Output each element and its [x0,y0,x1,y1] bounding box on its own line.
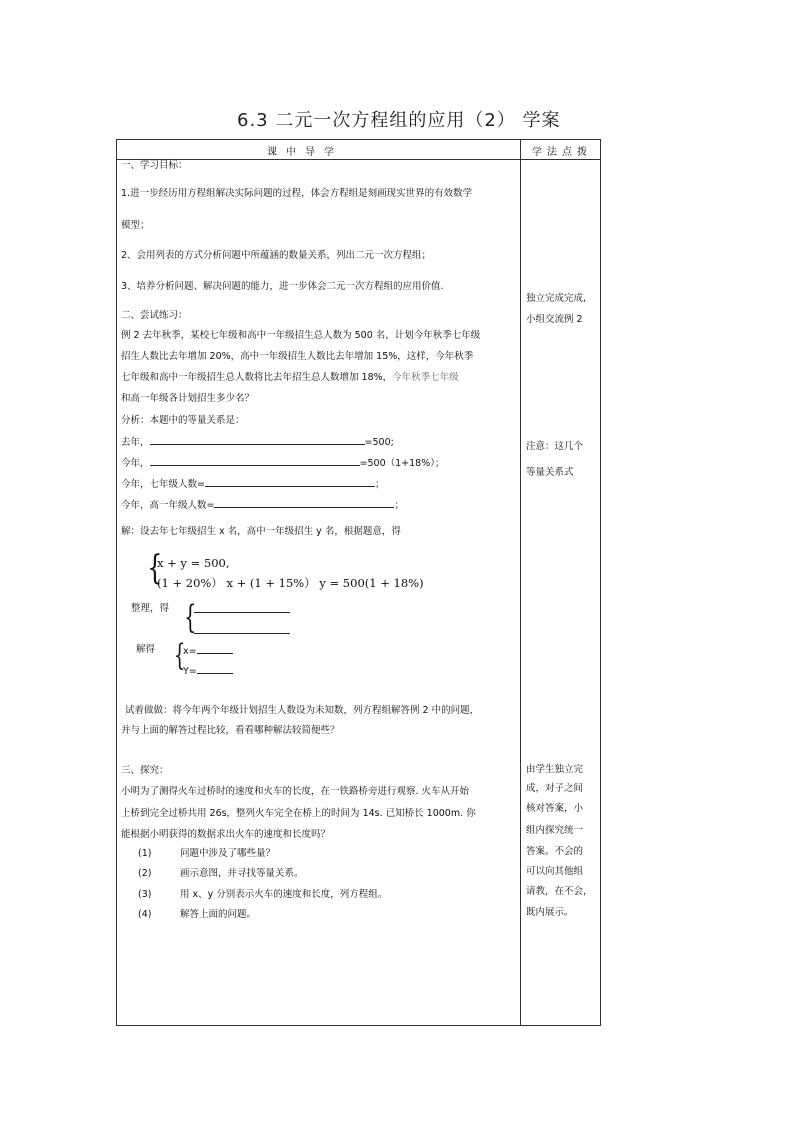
grade10-blank[interactable] [214,498,394,508]
last-year-blank[interactable] [150,435,365,445]
this-year-blank[interactable] [150,456,360,466]
question-1-number: (1) [138,848,152,859]
side-note-1a: 独立完成完成, [526,293,587,304]
side-column-header: 学法点拨 [532,147,592,158]
y-label: Y= [183,666,197,677]
system-brace: { [147,548,163,588]
side-note-1b: 小组交流例 2 [526,314,583,325]
side-note-3e: 答案。不会的 [526,846,584,857]
example-line-3 [121,372,459,384]
question-3: 用 x、y 分别表示火车的速度和长度，列方程组。 [180,889,388,900]
y-blank[interactable] [197,664,233,674]
section2-heading: 二、尝试练习： [121,310,188,321]
grade7-line [121,477,384,491]
organize-blank-2[interactable] [194,624,290,634]
organize-blank-1[interactable] [194,603,290,613]
grade10-label: 今年，高一年级人数= [121,500,215,511]
x-blank[interactable] [197,644,233,654]
example-line-4: 和高一年级各计划招生多少名？ [121,393,255,404]
side-note-3h: 既内展示。 [526,907,574,918]
grade10-line [121,498,404,512]
last-year-line [121,435,394,449]
try-line-2: 并与上面的解答过程比较，看看哪种解法较简便些？ [121,725,340,736]
this-year-line [121,456,444,470]
explore-line-3: 能根据小明获得的数据求出火车的速度和长度吗？ [121,829,331,840]
question-3-number: (3) [138,889,152,900]
side-note-3g: 请教，在不会， [526,886,593,897]
grade10-tail: ； [394,500,404,511]
goal-2: 2、会用列表的方式分析问题中所蕴涵的数量关系，列出二元一次方程组； [121,250,432,261]
question-4: 解答上面的问题。 [180,909,257,920]
explore-line-1: 小明为了测得火车过桥时的速度和火车的长度，在一铁路桥旁进行观察. 火车从开始 [121,786,470,797]
organize-label: 整理，得 [131,603,170,614]
goal-3: 3、培养分析问题、解决问题的能力，进一步体会二元一次方程组的应用价值. [121,281,444,292]
side-note-3a: 由学生独立完 [526,764,584,775]
this-year-tail: =500（1+18%）； [359,458,445,469]
goal-1a: 1.进一步经历用方程组解决实际问题的过程，体会方程组是刻画现实世界的有效数学 [121,188,473,199]
section3-heading: 三、探究： [121,765,169,776]
example-line-3b: 今年秋季七年级 [392,372,459,383]
goal-1b: 模型； [121,220,150,231]
this-year-label: 今年， [121,458,150,469]
grade7-label: 今年，七年级人数= [121,479,205,490]
question-2: 画示意图，并寻找等量关系。 [180,868,304,879]
question-1: 问题中涉及了哪些量？ [180,848,276,859]
organize-brace: { [184,598,197,636]
example-line-3a: 七年级和高中一年级招生总人数将比去年招生总人数增加 18%， [121,372,393,383]
side-note-3f: 可以向其他组 [526,866,584,877]
question-2-number: (2) [138,868,152,879]
solve-brace: { [173,638,186,673]
main-column-header: 课中导学 [267,147,343,158]
question-4-number: (4) [138,909,152,920]
page-title: 6.3 二元一次方程组的应用（2） 学案 [237,110,561,131]
y-answer [183,664,233,678]
section1-heading: 一、学习目标： [121,160,188,171]
solution-line: 解：设去年七年级招生 x 名，高中一年级招生 y 名，根据题意，得 [121,526,401,537]
side-note-3b: 成，对子之间 [526,783,584,794]
analysis-label: 分析：本题中的等量关系是： [121,415,245,426]
equation-1: x + y = 500, [157,556,230,570]
example-line-2: 招生人数比去年增加 20%，高中一年级招生人数比去年增加 15%，这样，今年秋季 [121,351,474,362]
column-divider [520,140,521,1025]
equation-2: (1 + 20%） x + (1 + 15%） y = 500(1 + 18%) [157,576,424,590]
explore-line-2: 上桥到完全过桥共用 26s，整列火车完全在桥上的时间为 14s. 已知桥长 1000m. 你 [121,808,476,819]
x-label: x= [183,646,197,657]
solve-label: 解得 [136,644,156,655]
side-note-3d: 组内探究统一 [526,825,584,836]
example-line-1: 例 2 去年秋季，某校七年级和高中一年级招生总人数为 500 名，计划今年秋季七年级 [121,330,481,341]
side-note-2a: 注意：这几个 [526,441,584,452]
x-answer [183,644,233,658]
grade7-blank[interactable] [205,477,375,487]
header-divider [117,159,600,160]
try-line-1: 试着做做：将今年两个年级计划招生人数设为未知数，列方程组解答例 2 中的问题， [125,705,480,716]
grade7-tail: ； [374,479,385,490]
last-year-tail: =500; [364,437,394,448]
side-note-3c: 核对答案，小 [526,803,584,814]
last-year-label: 去年， [121,437,150,448]
side-note-2b: 等量关系式 [526,467,574,478]
